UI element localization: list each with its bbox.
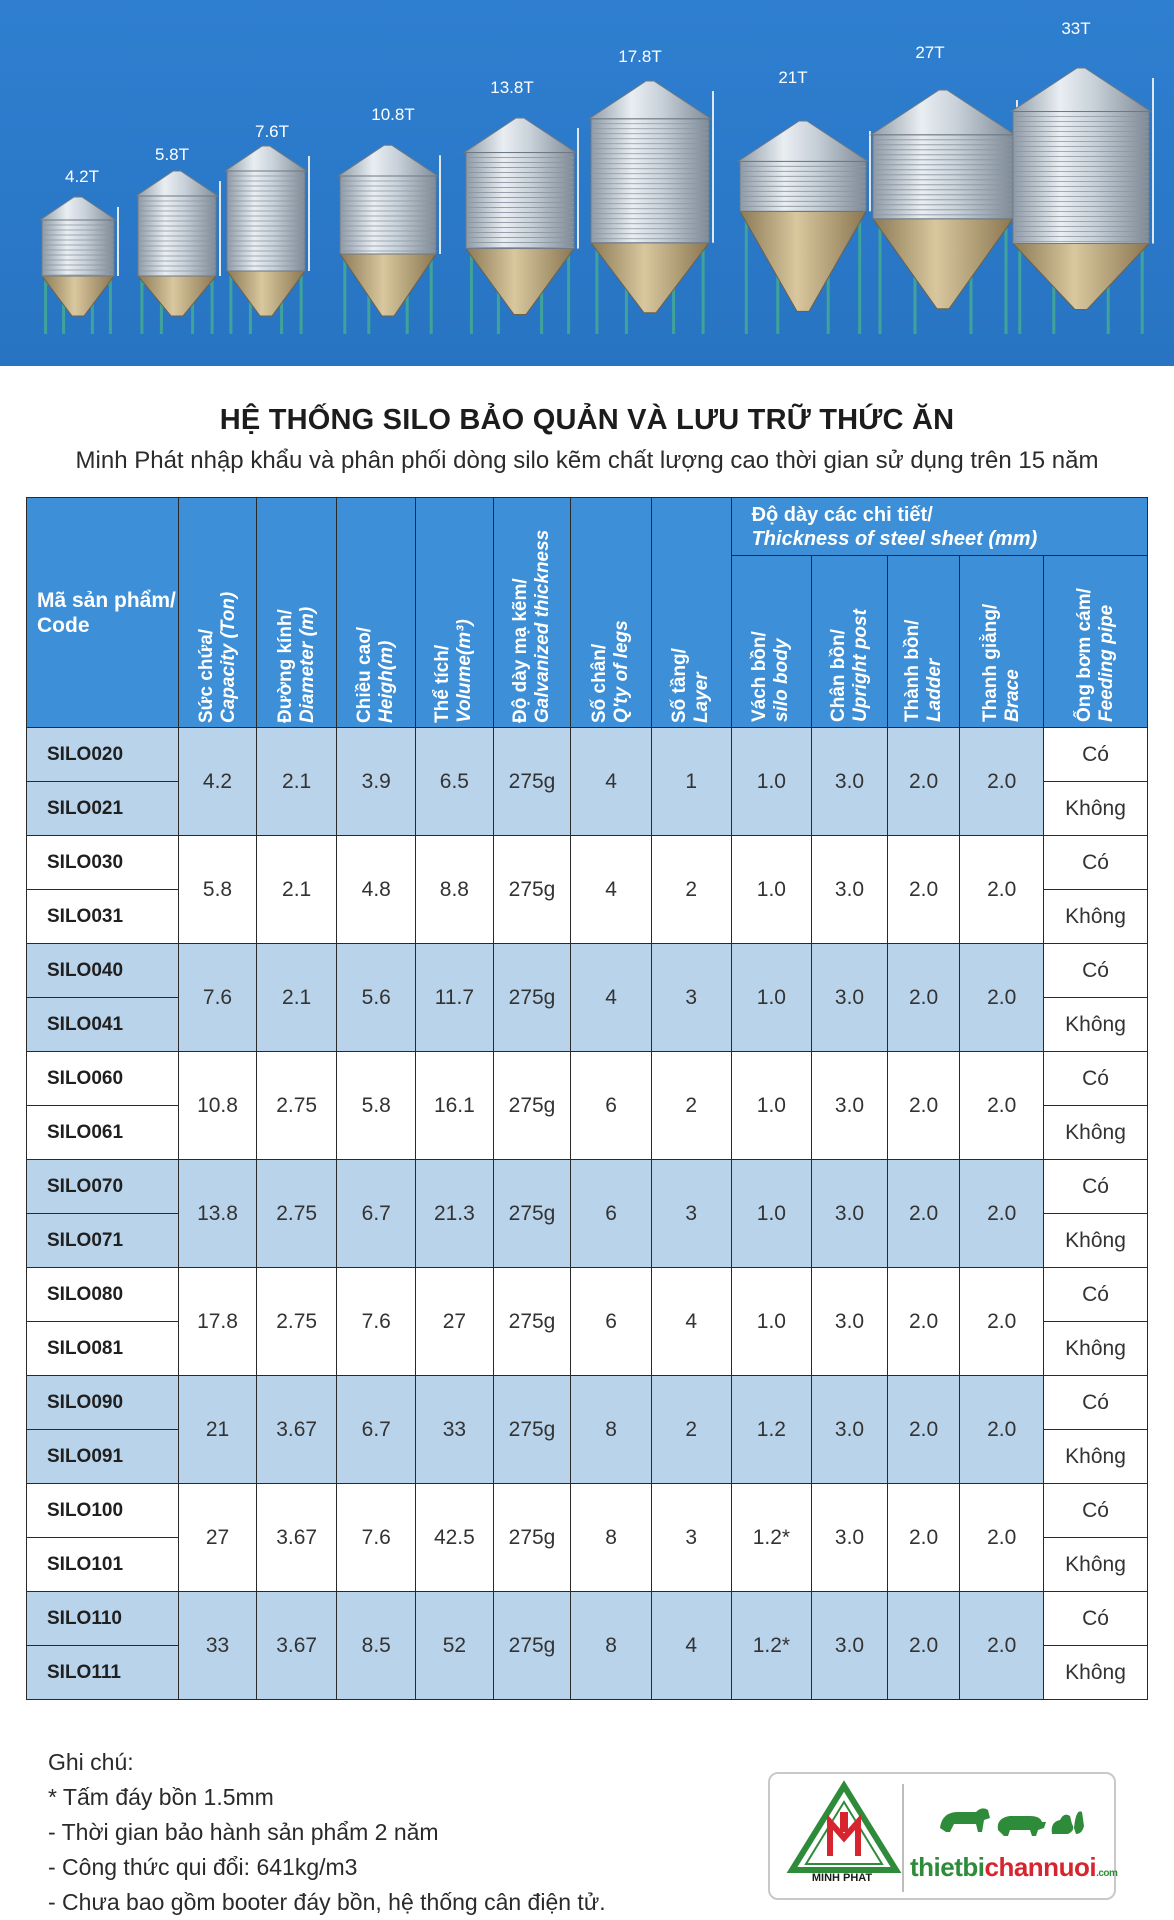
cell-feeding-pipe: Có: [1044, 1376, 1148, 1430]
cell-legs: 4: [571, 728, 652, 836]
cell-ladder: 2.0: [887, 836, 960, 944]
product-code: SILO030: [27, 836, 179, 890]
cell-feeding-pipe: Có: [1044, 1052, 1148, 1106]
header-layer: Số tầng/ Layer: [651, 498, 731, 728]
header-feeding-pipe: Ống bơm cám/ Feeding pipe: [1044, 556, 1148, 728]
cell-feeding-pipe: Không: [1044, 998, 1148, 1052]
cell-body: 1.0: [731, 728, 812, 836]
cell-post: 3.0: [812, 1160, 888, 1268]
table-row: [27, 944, 1148, 998]
silo-cone: [42, 276, 114, 316]
spec-table-wrapper: [26, 497, 1148, 1700]
logo-divider: [902, 1784, 904, 1892]
table-row: [27, 1268, 1148, 1322]
product-code: SILO021: [27, 782, 179, 836]
minh-phat-text: MINH PHAT: [811, 1872, 873, 1884]
cell-capacity: 4.2: [179, 728, 257, 836]
cell-brace: 2.0: [960, 1052, 1044, 1160]
cell-feeding-pipe: Không: [1044, 1214, 1148, 1268]
product-code: SILO040: [27, 944, 179, 998]
cell-height: 7.6: [337, 1268, 416, 1376]
cell-feeding-pipe: Không: [1044, 1430, 1148, 1484]
product-code: SILO060: [27, 1052, 179, 1106]
cell-brace: 2.0: [960, 1376, 1044, 1484]
spec-table-body: [27, 728, 1148, 1700]
silo-capacity-label: 33T: [1061, 19, 1091, 38]
silo-capacity-label: 7.6T: [254, 122, 290, 141]
cell-ladder: 2.0: [887, 728, 960, 836]
product-code: SILO031: [27, 890, 179, 944]
silo-capacity-label: 27T: [915, 43, 945, 62]
table-row: [27, 1052, 1148, 1106]
note-item: - Chưa bao gồm booter đáy bồn, hệ thống cân điện tử.: [48, 1889, 606, 1915]
cell-capacity: 27: [179, 1484, 257, 1592]
product-code: SILO111: [27, 1646, 179, 1700]
cell-body: 1.2*: [731, 1592, 812, 1700]
silo-illustrations: [0, 0, 1174, 366]
cell-feeding-pipe: Không: [1044, 1538, 1148, 1592]
cell-legs: 8: [571, 1592, 652, 1700]
table-row: [27, 1484, 1148, 1538]
cell-post: 3.0: [812, 1376, 888, 1484]
silo-roof: [871, 90, 1015, 135]
cell-legs: 4: [571, 944, 652, 1052]
cell-volume: 42.5: [416, 1484, 494, 1592]
cell-ladder: 2.0: [887, 1052, 960, 1160]
silo-body: [340, 176, 436, 254]
silo-cone: [227, 271, 305, 316]
cell-volume: 52: [416, 1592, 494, 1700]
cell-diameter: 2.1: [256, 944, 337, 1052]
cell-galv: 275g: [493, 728, 571, 836]
cell-layer: 2: [651, 1052, 731, 1160]
cell-volume: 8.8: [416, 836, 494, 944]
header-legs: Số chân/ Q'ty of legs: [571, 498, 652, 728]
cell-height: 7.6: [337, 1484, 416, 1592]
product-code: SILO091: [27, 1430, 179, 1484]
silo-cone: [591, 243, 709, 313]
product-code: SILO071: [27, 1214, 179, 1268]
cell-galv: 275g: [493, 1268, 571, 1376]
cell-legs: 8: [571, 1376, 652, 1484]
cell-diameter: 2.75: [256, 1052, 337, 1160]
silo-cone: [873, 219, 1013, 309]
silo-capacity-label: 21T: [778, 68, 808, 87]
note-item: - Công thức qui đổi: 641kg/m3: [48, 1854, 358, 1880]
silo-roof: [589, 81, 711, 119]
header-capacity: Sức chứa/ Capacity (Ton): [179, 498, 257, 728]
silo-cone: [340, 254, 436, 316]
silo-body: [591, 119, 709, 243]
cell-legs: 6: [571, 1052, 652, 1160]
header-ladder: Thành bồn/ Ladder: [887, 556, 960, 728]
cell-volume: 16.1: [416, 1052, 494, 1160]
silo-roof: [738, 121, 868, 161]
cell-capacity: 21: [179, 1376, 257, 1484]
cell-volume: 21.3: [416, 1160, 494, 1268]
table-row: [27, 1376, 1148, 1430]
livestock-icon: [936, 1798, 1086, 1844]
table-row: [27, 1592, 1148, 1646]
silo-roof: [136, 171, 218, 196]
brand-wordmark: thietbichannuoi.com: [910, 1852, 1118, 1882]
product-code: SILO080: [27, 1268, 179, 1322]
cell-galv: 275g: [493, 944, 571, 1052]
silo-capacity-label: 4.2T: [64, 167, 100, 186]
hero-banner: [0, 0, 1174, 366]
cell-feeding-pipe: Không: [1044, 1106, 1148, 1160]
silo-roof: [464, 118, 576, 153]
silo-body: [466, 153, 574, 249]
cell-galv: 275g: [493, 1484, 571, 1592]
notes: [48, 1745, 606, 1920]
cell-legs: 6: [571, 1160, 652, 1268]
cell-height: 3.9: [337, 728, 416, 836]
cell-feeding-pipe: Không: [1044, 1322, 1148, 1376]
cell-post: 3.0: [812, 1592, 888, 1700]
silo-cone: [466, 249, 574, 315]
cell-body: 1.0: [731, 1052, 812, 1160]
cell-galv: 275g: [493, 1592, 571, 1700]
header-diameter: Đường kính/ Diameter (m): [256, 498, 337, 728]
cell-capacity: 33: [179, 1592, 257, 1700]
cell-galv: 275g: [493, 1052, 571, 1160]
cell-feeding-pipe: Có: [1044, 1268, 1148, 1322]
note-item: * Tấm đáy bồn 1.5mm: [48, 1784, 274, 1810]
silo-roof: [225, 146, 307, 171]
header-brace: Thanh giằng/ Brace: [960, 556, 1044, 728]
cell-diameter: 3.67: [256, 1592, 337, 1700]
cell-body: 1.0: [731, 1268, 812, 1376]
silo-body: [873, 135, 1013, 219]
cell-galv: 275g: [493, 1376, 571, 1484]
product-code: SILO081: [27, 1322, 179, 1376]
cell-body: 1.2*: [731, 1484, 812, 1592]
minh-phat-logo-icon: [784, 1778, 904, 1878]
cell-layer: 3: [651, 1160, 731, 1268]
silo-cone: [138, 276, 216, 316]
cell-height: 6.7: [337, 1160, 416, 1268]
cell-volume: 27: [416, 1268, 494, 1376]
cell-post: 3.0: [812, 728, 888, 836]
cell-feeding-pipe: Có: [1044, 836, 1148, 890]
page-title: HỆ THỐNG SILO BẢO QUẢN VÀ LƯU TRỮ THỨC ĂN: [219, 404, 955, 436]
cell-feeding-pipe: Có: [1044, 944, 1148, 998]
silo-roof: [338, 145, 438, 176]
cell-body: 1.0: [731, 1160, 812, 1268]
cell-layer: 1: [651, 728, 731, 836]
cell-diameter: 2.1: [256, 836, 337, 944]
header-galvanized: Độ dày mạ kẽm/ Galvanized thickness: [493, 498, 571, 728]
header-upright-post: Chân bồn/ Upright post: [812, 556, 888, 728]
cell-layer: 2: [651, 1376, 731, 1484]
table-row: [27, 1160, 1148, 1214]
cell-galv: 275g: [493, 836, 571, 944]
silo-body: [42, 220, 114, 276]
cell-body: 1.0: [731, 836, 812, 944]
cell-brace: 2.0: [960, 728, 1044, 836]
cell-ladder: 2.0: [887, 1592, 960, 1700]
cell-legs: 8: [571, 1484, 652, 1592]
product-code: SILO110: [27, 1592, 179, 1646]
notes-heading: Ghi chú:: [48, 1749, 134, 1775]
note-item: - Thời gian bảo hành sản phẩm 2 năm: [48, 1819, 439, 1845]
silo-roof: [40, 197, 116, 220]
product-code: SILO020: [27, 728, 179, 782]
table-row: [27, 728, 1148, 782]
product-code: SILO070: [27, 1160, 179, 1214]
cell-feeding-pipe: Có: [1044, 1592, 1148, 1646]
cell-capacity: 7.6: [179, 944, 257, 1052]
cell-volume: 11.7: [416, 944, 494, 1052]
header-code: Mã sản phẩm/ Code: [27, 498, 179, 728]
cell-height: 8.5: [337, 1592, 416, 1700]
cell-capacity: 17.8: [179, 1268, 257, 1376]
product-code: SILO101: [27, 1538, 179, 1592]
cell-brace: 2.0: [960, 1160, 1044, 1268]
header-thickness-group: Độ dày các chi tiết/ Thickness of steel sheet (mm): [731, 498, 1147, 556]
cell-post: 3.0: [812, 1052, 888, 1160]
cell-legs: 4: [571, 836, 652, 944]
cell-capacity: 13.8: [179, 1160, 257, 1268]
cell-height: 4.8: [337, 836, 416, 944]
cell-brace: 2.0: [960, 1592, 1044, 1700]
cell-ladder: 2.0: [887, 1160, 960, 1268]
cell-layer: 4: [651, 1268, 731, 1376]
cell-brace: 2.0: [960, 1484, 1044, 1592]
cell-diameter: 3.67: [256, 1376, 337, 1484]
cell-ladder: 2.0: [887, 1268, 960, 1376]
table-row: [27, 836, 1148, 890]
spec-table: [26, 497, 1148, 1700]
cell-feeding-pipe: Không: [1044, 782, 1148, 836]
cell-volume: 6.5: [416, 728, 494, 836]
product-code: SILO100: [27, 1484, 179, 1538]
cell-brace: 2.0: [960, 944, 1044, 1052]
silo-roof: [1011, 68, 1151, 112]
cell-capacity: 10.8: [179, 1052, 257, 1160]
silo-capacity-label: 10.8T: [371, 105, 415, 124]
cell-diameter: 2.75: [256, 1160, 337, 1268]
cell-height: 5.8: [337, 1052, 416, 1160]
silo-capacity-label: 13.8T: [490, 78, 534, 97]
product-code: SILO090: [27, 1376, 179, 1430]
cell-post: 3.0: [812, 1484, 888, 1592]
cell-body: 1.2: [731, 1376, 812, 1484]
cell-height: 6.7: [337, 1376, 416, 1484]
cell-layer: 4: [651, 1592, 731, 1700]
cell-layer: 3: [651, 944, 731, 1052]
header-height: Chiều cao/ Heigh(m): [337, 498, 416, 728]
cell-legs: 6: [571, 1268, 652, 1376]
silo-cone: [740, 211, 866, 311]
cell-feeding-pipe: Không: [1044, 1646, 1148, 1700]
cell-feeding-pipe: Có: [1044, 1484, 1148, 1538]
header-volume: Thể tích/ Volume(m³): [416, 498, 494, 728]
cell-post: 3.0: [812, 1268, 888, 1376]
cell-ladder: 2.0: [887, 1484, 960, 1592]
cell-diameter: 2.75: [256, 1268, 337, 1376]
cell-diameter: 2.1: [256, 728, 337, 836]
cell-galv: 275g: [493, 1160, 571, 1268]
cell-feeding-pipe: Có: [1044, 728, 1148, 782]
header-silo-body: Vách bồn/ silo body: [731, 556, 812, 728]
page-subtitle: Minh Phát nhập khẩu và phân phối dòng silo kẽm chất lượng cao thời gian sử dụng trên 15 năm: [75, 447, 1099, 474]
brand-logo-box: [768, 1772, 1116, 1900]
cell-height: 5.6: [337, 944, 416, 1052]
product-code: SILO041: [27, 998, 179, 1052]
cell-brace: 2.0: [960, 1268, 1044, 1376]
cell-ladder: 2.0: [887, 1376, 960, 1484]
cell-post: 3.0: [812, 836, 888, 944]
cell-capacity: 5.8: [179, 836, 257, 944]
cell-layer: 3: [651, 1484, 731, 1592]
cell-layer: 2: [651, 836, 731, 944]
silo-cone: [1013, 244, 1149, 310]
silo-capacity-label: 17.8T: [618, 47, 662, 66]
cell-feeding-pipe: Không: [1044, 890, 1148, 944]
cell-diameter: 3.67: [256, 1484, 337, 1592]
cell-body: 1.0: [731, 944, 812, 1052]
cell-brace: 2.0: [960, 836, 1044, 944]
silo-capacity-label: 5.8T: [154, 145, 190, 164]
cell-ladder: 2.0: [887, 944, 960, 1052]
cell-feeding-pipe: Có: [1044, 1160, 1148, 1214]
cell-post: 3.0: [812, 944, 888, 1052]
product-code: SILO061: [27, 1106, 179, 1160]
cell-volume: 33: [416, 1376, 494, 1484]
